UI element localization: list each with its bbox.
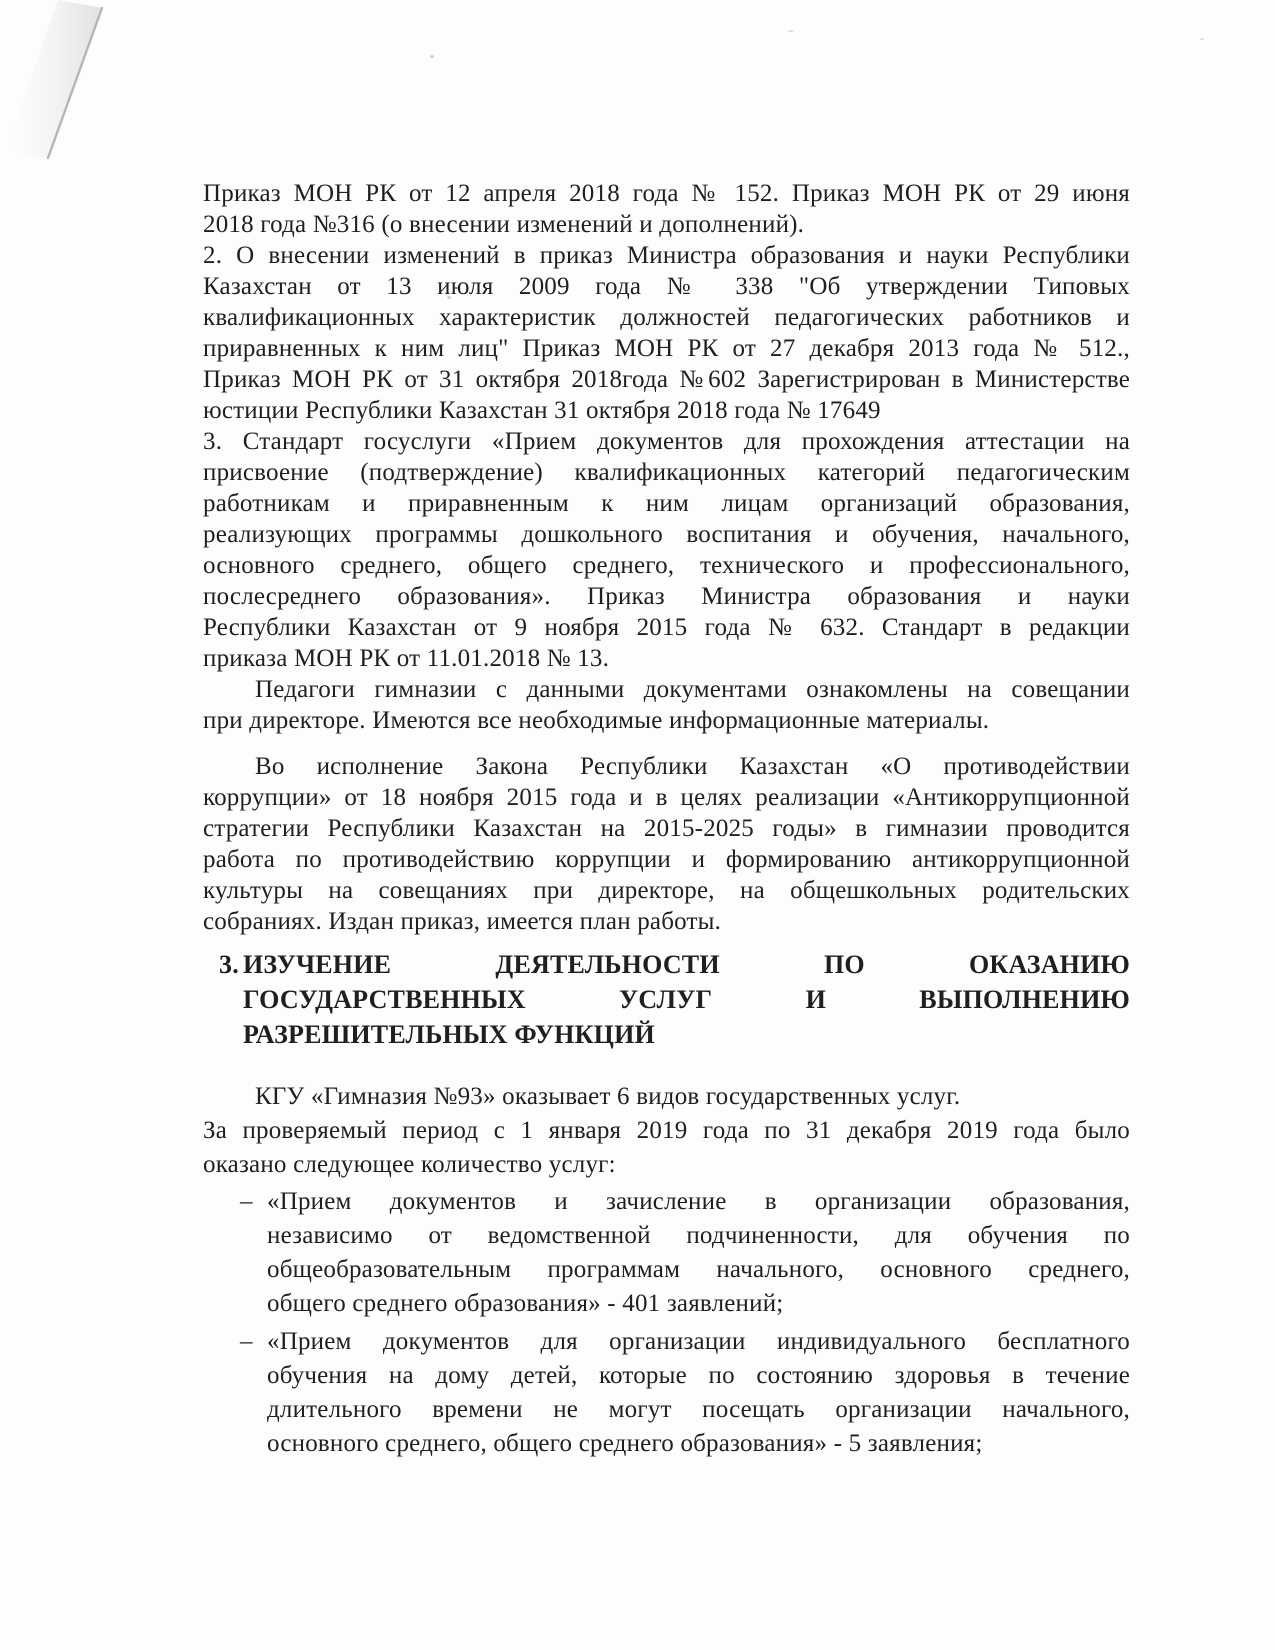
text-line: работникам и приравненным к ним лицам организаций образования, xyxy=(203,490,1130,517)
para-kgu-services xyxy=(203,1080,1130,1182)
text-line: Во исполнение Закона Республики Казахстан «О противодействии xyxy=(255,753,1130,780)
scan-speck xyxy=(788,30,794,32)
list-item-service-1 xyxy=(203,1185,1130,1321)
text-line: стратегии Республики Казахстан на 2015-2025 годы» в гимназии проводится xyxy=(203,815,1130,842)
list-dash: – xyxy=(240,1328,253,1355)
para-anticorruption xyxy=(203,751,1130,937)
list-item-service-2 xyxy=(203,1325,1130,1461)
text-line: реализующих программы дошкольного воспитания и обучения, начального, xyxy=(203,521,1130,548)
text-line: при директоре. Имеются все необходимые информационные материалы. xyxy=(203,707,990,734)
text-line: основного среднего, общего среднего образования» - 5 заявления; xyxy=(267,1430,983,1457)
page-corner-fold xyxy=(0,0,180,185)
text-line: основного среднего, общего среднего, технического и профессионального, xyxy=(203,552,1130,579)
text-line: послесреднего образования». Приказ Министра образования и науки xyxy=(203,583,1130,610)
text-line: ГОСУДАРСТВЕННЫХ УСЛУГ И ВЫПОЛНЕНИЮ xyxy=(243,985,1130,1014)
scan-speck xyxy=(430,55,434,58)
text-line: юстиции Республики Казахстан 31 октября 2018 года № 17649 xyxy=(203,397,881,424)
para-orders-list xyxy=(203,178,1130,674)
text-line: Приказ МОН РК от 31 октября 2018года №602 Зарегистрирован в Министерстве xyxy=(203,366,1130,393)
text-line: коррупции» от 18 ноября 2015 года и в целях реализации «Антикоррупционной xyxy=(203,784,1130,811)
text-line: ИЗУЧЕНИЕ ДЕЯТЕЛЬНОСТИ ПО ОКАЗАНИЮ xyxy=(243,950,1130,979)
text-line: Казахстан от 13 июля 2009 года № 338 "Об утверждении Типовых xyxy=(203,273,1130,300)
text-line: 2018 года №316 (о внесении изменений и дополнений). xyxy=(203,211,805,238)
text-line: За проверяемый период с 1 января 2019 года по 31 декабря 2019 года было xyxy=(203,1117,1130,1144)
text-line: КГУ «Гимназия №93» оказывает 6 видов государственных услуг. xyxy=(255,1083,961,1110)
text-line: присвоение (подтверждение) квалификационных категорий педагогическим xyxy=(203,459,1130,486)
scan-speck xyxy=(1200,38,1204,40)
text-line: РАЗРЕШИТЕЛЬНЫХ ФУНКЦИЙ xyxy=(243,1020,655,1049)
text-line: длительного времени не могут посещать организации начального, xyxy=(267,1396,1130,1423)
para-pedagogi xyxy=(203,674,1130,736)
text-line: 2. О внесении изменений в приказ Министра образования и науки Республики xyxy=(203,242,1130,269)
text-line: общеобразовательным программам начального, основного среднего, xyxy=(267,1256,1130,1283)
text-line: «Прием документов и зачисление в организации образования, xyxy=(267,1188,1130,1215)
text-line: 3. Стандарт госуслуги «Прием документов для прохождения аттестации на xyxy=(203,428,1130,455)
document-text xyxy=(203,178,1130,1461)
text-line: приказа МОН РК от 11.01.2018 № 13. xyxy=(203,645,610,672)
list-dash: – xyxy=(240,1188,253,1215)
text-line: работа по противодействию коррупции и формированию антикоррупционной xyxy=(203,846,1130,873)
heading-number: 3. xyxy=(219,950,239,979)
heading-lines xyxy=(243,947,1130,1052)
list-item-lines xyxy=(267,1185,1130,1321)
text-line: Приказ МОН РК от 12 апреля 2018 года № 152. Приказ МОН РК от 29 июня xyxy=(203,180,1130,207)
heading-section-3 xyxy=(203,947,1130,1052)
text-line: Республики Казахстан от 9 ноября 2015 года № 632. Стандарт в редакции xyxy=(203,614,1130,641)
list-item-lines xyxy=(267,1325,1130,1461)
text-line: обучения на дому детей, которые по состоянию здоровья в течение xyxy=(267,1362,1130,1389)
text-line: собраниях. Издан приказ, имеется план работы. xyxy=(203,908,722,935)
text-line: общего среднего образования» - 401 заявлений; xyxy=(267,1290,784,1317)
text-line: независимо от ведомственной подчиненности, для обучения по xyxy=(267,1222,1130,1249)
text-line: Педагоги гимназии с данными документами ознакомлены на совещании xyxy=(255,676,1130,703)
text-line: «Прием документов для организации индивидуального бесплатного xyxy=(267,1328,1130,1355)
text-line: оказано следующее количество услуг: xyxy=(203,1151,616,1178)
text-line: квалификационных характеристик должностей педагогических работников и xyxy=(203,304,1130,331)
text-line: культуры на совещаниях при директоре, на общешкольных родительских xyxy=(203,877,1130,904)
text-line: приравненных к ним лиц" Приказ МОН РК от 27 декабря 2013 года № 512., xyxy=(203,335,1130,362)
